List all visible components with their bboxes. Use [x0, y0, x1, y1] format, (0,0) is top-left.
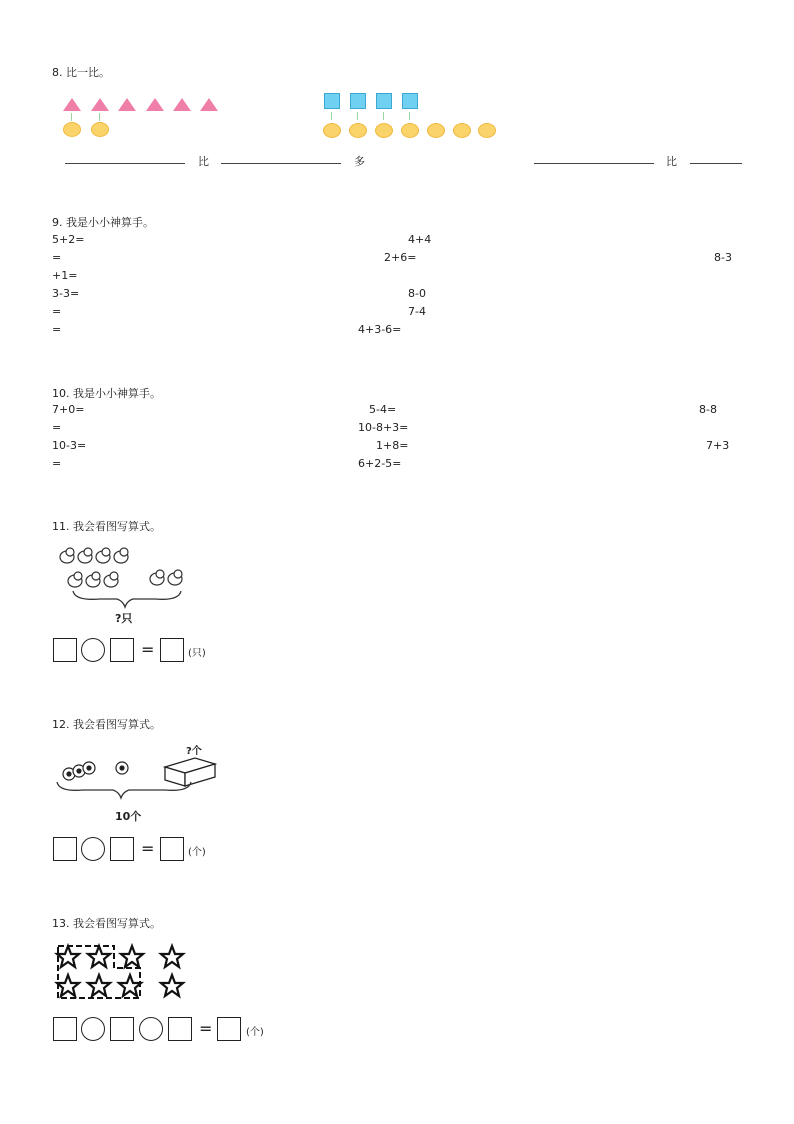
answer-box[interactable] [110, 1017, 134, 1041]
equation: 8-8 [699, 403, 717, 416]
answer-box[interactable] [110, 638, 134, 662]
equation: 3-3= [52, 287, 80, 300]
equation: 8-0 [408, 287, 426, 300]
ball-icon [63, 762, 128, 780]
match-line [383, 112, 384, 120]
box-label: ?个 [186, 746, 202, 757]
operator-circle[interactable] [81, 837, 105, 861]
equation: 10-3= [52, 439, 87, 452]
operator-circle[interactable] [81, 638, 105, 662]
word-duo: 多 [354, 155, 365, 168]
dot-icon [453, 123, 471, 138]
match-line [71, 113, 72, 121]
match-line [409, 112, 410, 120]
dot-icon [478, 123, 496, 138]
unit-label: (只) [188, 648, 206, 659]
dot-icon [375, 123, 393, 138]
equation: 5-4= [369, 403, 397, 416]
dot-icon [401, 123, 419, 138]
chick-icon [60, 548, 182, 587]
q12-title: 12. 我会看图写算式。 [52, 718, 161, 731]
triangle-icon [173, 98, 191, 111]
brace [57, 782, 191, 798]
equation: 10-8+3= [358, 421, 409, 434]
equals-sign: = [141, 839, 155, 858]
square-icon [350, 93, 366, 109]
equation: 7+0= [52, 403, 85, 416]
triangle-icon [118, 98, 136, 111]
equation: 7+3 [706, 439, 730, 452]
dot-icon [427, 123, 445, 138]
answer-blank[interactable] [65, 163, 185, 164]
equation: 2+6= [384, 251, 417, 264]
answer-box[interactable] [53, 1017, 77, 1041]
equation: 6+2-5= [358, 457, 402, 470]
equation: = [52, 421, 62, 434]
match-line [99, 113, 100, 121]
answer-box[interactable] [53, 638, 77, 662]
answer-blank[interactable] [690, 163, 742, 164]
answer-box[interactable] [53, 837, 77, 861]
q13-title: 13. 我会看图写算式。 [52, 917, 161, 930]
q8-title: 8. 比一比。 [52, 66, 110, 79]
equation: 7-4 [408, 305, 426, 318]
match-line [357, 112, 358, 120]
word-bi: 比 [198, 155, 209, 168]
equation: = [52, 251, 62, 264]
equals-sign: = [199, 1019, 213, 1038]
dot-icon [63, 122, 81, 137]
equation: = [52, 305, 62, 318]
box-icon [165, 758, 215, 786]
dot-icon [349, 123, 367, 138]
stars-figure [52, 940, 192, 1002]
operator-circle[interactable] [139, 1017, 163, 1041]
equation: 4+4 [408, 233, 432, 246]
equation: = [52, 323, 62, 336]
answer-box[interactable] [110, 837, 134, 861]
square-icon [402, 93, 418, 109]
triangle-icon [200, 98, 218, 111]
answer-blank[interactable] [534, 163, 654, 164]
answer-box[interactable] [168, 1017, 192, 1041]
equation: 1+8= [376, 439, 409, 452]
caption: ?只 [115, 612, 133, 625]
answer-blank[interactable] [221, 163, 341, 164]
word-bi: 比 [666, 155, 677, 168]
answer-box[interactable] [160, 837, 184, 861]
dot-icon [323, 123, 341, 138]
square-icon [324, 93, 340, 109]
operator-circle[interactable] [81, 1017, 105, 1041]
equals-sign: = [141, 640, 155, 659]
equation: 4+3-6= [358, 323, 402, 336]
q10-title: 10. 我是小小神算手。 [52, 387, 161, 400]
q11-title: 11. 我会看图写算式。 [52, 520, 161, 533]
equation: 8-3 [714, 251, 732, 264]
triangle-icon [63, 98, 81, 111]
triangle-icon [146, 98, 164, 111]
match-line [331, 112, 332, 120]
q9-title: 9. 我是小小神算手。 [52, 216, 154, 229]
star-icon [57, 946, 183, 996]
square-icon [376, 93, 392, 109]
unit-label: (个) [246, 1027, 264, 1038]
equation: +1= [52, 269, 78, 282]
brace [73, 591, 181, 607]
triangle-icon [91, 98, 109, 111]
equation: = [52, 457, 62, 470]
unit-label: (个) [188, 847, 206, 858]
dot-icon [91, 122, 109, 137]
answer-box[interactable] [160, 638, 184, 662]
equation: 5+2= [52, 233, 85, 246]
caption: 10个 [115, 810, 142, 823]
answer-box[interactable] [217, 1017, 241, 1041]
